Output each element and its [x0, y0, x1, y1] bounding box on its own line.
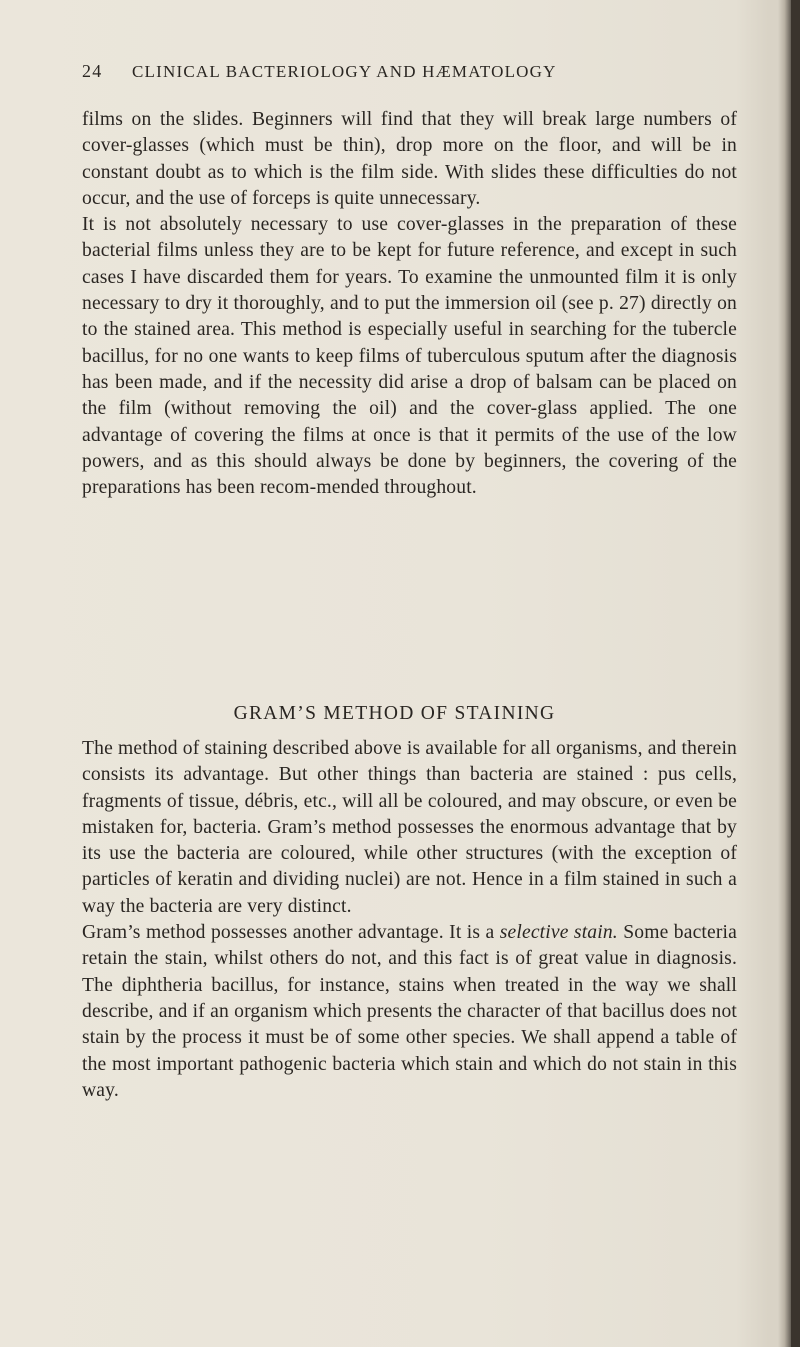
page-number: 24 [82, 61, 103, 81]
paragraph-text: Some bacteria retain the stain, whilst others do not, and this fact is of great value in diagnosis. The diphtheria bacillus, for instance, stains when treated in the way we shall describe, and if an organism which presents the character of that bacillus does not stain by the process it must be of some other species. We shall append a table of the most important pathogenic bacteria which stain and which do not stain in this way. [82, 922, 737, 1101]
text-block-gram-method [82, 736, 737, 1104]
paragraph: It is not absolutely necessary to use cover-glasses in the preparation of these bacterial films unless they are to be kept for future reference, and except in such cases I have discarded them for years. To examine the unmounted film it is only necessary to dry it thoroughly, and to put the immersion oil (see p. 27) directly on to the stained area. This method is especially useful in searching for the tubercle bacillus, for no one wants to keep films of tuberculous sputum after the diagnosis has been made, and if the necessity did arise a drop of balsam can be placed on the film (without removing the oil) and the cover-glass applied. The one advantage of covering the films at once is that it permits of the use of the low powers, and as this should always be done by beginners, the covering of the preparations has been recom-mended throughout. [82, 214, 737, 499]
emphasized-term: selective stain. [499, 922, 618, 944]
paragraph-text: Gram’s method possesses another advantage. It is a [82, 922, 500, 944]
running-title: CLINICAL BACTERIOLOGY AND HÆMATOLOGY [132, 62, 557, 81]
section-heading [82, 703, 737, 725]
text-block-continued [82, 107, 737, 501]
page-binding-edge [791, 0, 800, 1347]
paragraph: films on the slides. Beginners will find that they will break large numbers of cover-glasses (which must be thin), drop more on the floor, and will be in constant doubt as to which is the film side. With slides these difficulties do not occur, and the use of forceps is quite unnecessary. [82, 109, 737, 209]
paragraph [82, 920, 737, 1104]
section-heading-text: GRAM’S METHOD OF STAINING [233, 703, 556, 724]
paragraph: The method of staining described above is available for all organisms, and therein consists its advantage. But other things than bacteria are stained : pus cells, fragments of tissue, débris, etc., will all be coloured, and may obscure, or even be mistaken for, bacteria. Gram’s method possesses the enormous advantage that by its use the bacteria are coloured, while other structures (with the exception of particles of keratin and dividing nuclei) are not. Hence in a film stained in such a way the bacteria are very distinct. [82, 738, 737, 917]
running-header [82, 61, 722, 87]
